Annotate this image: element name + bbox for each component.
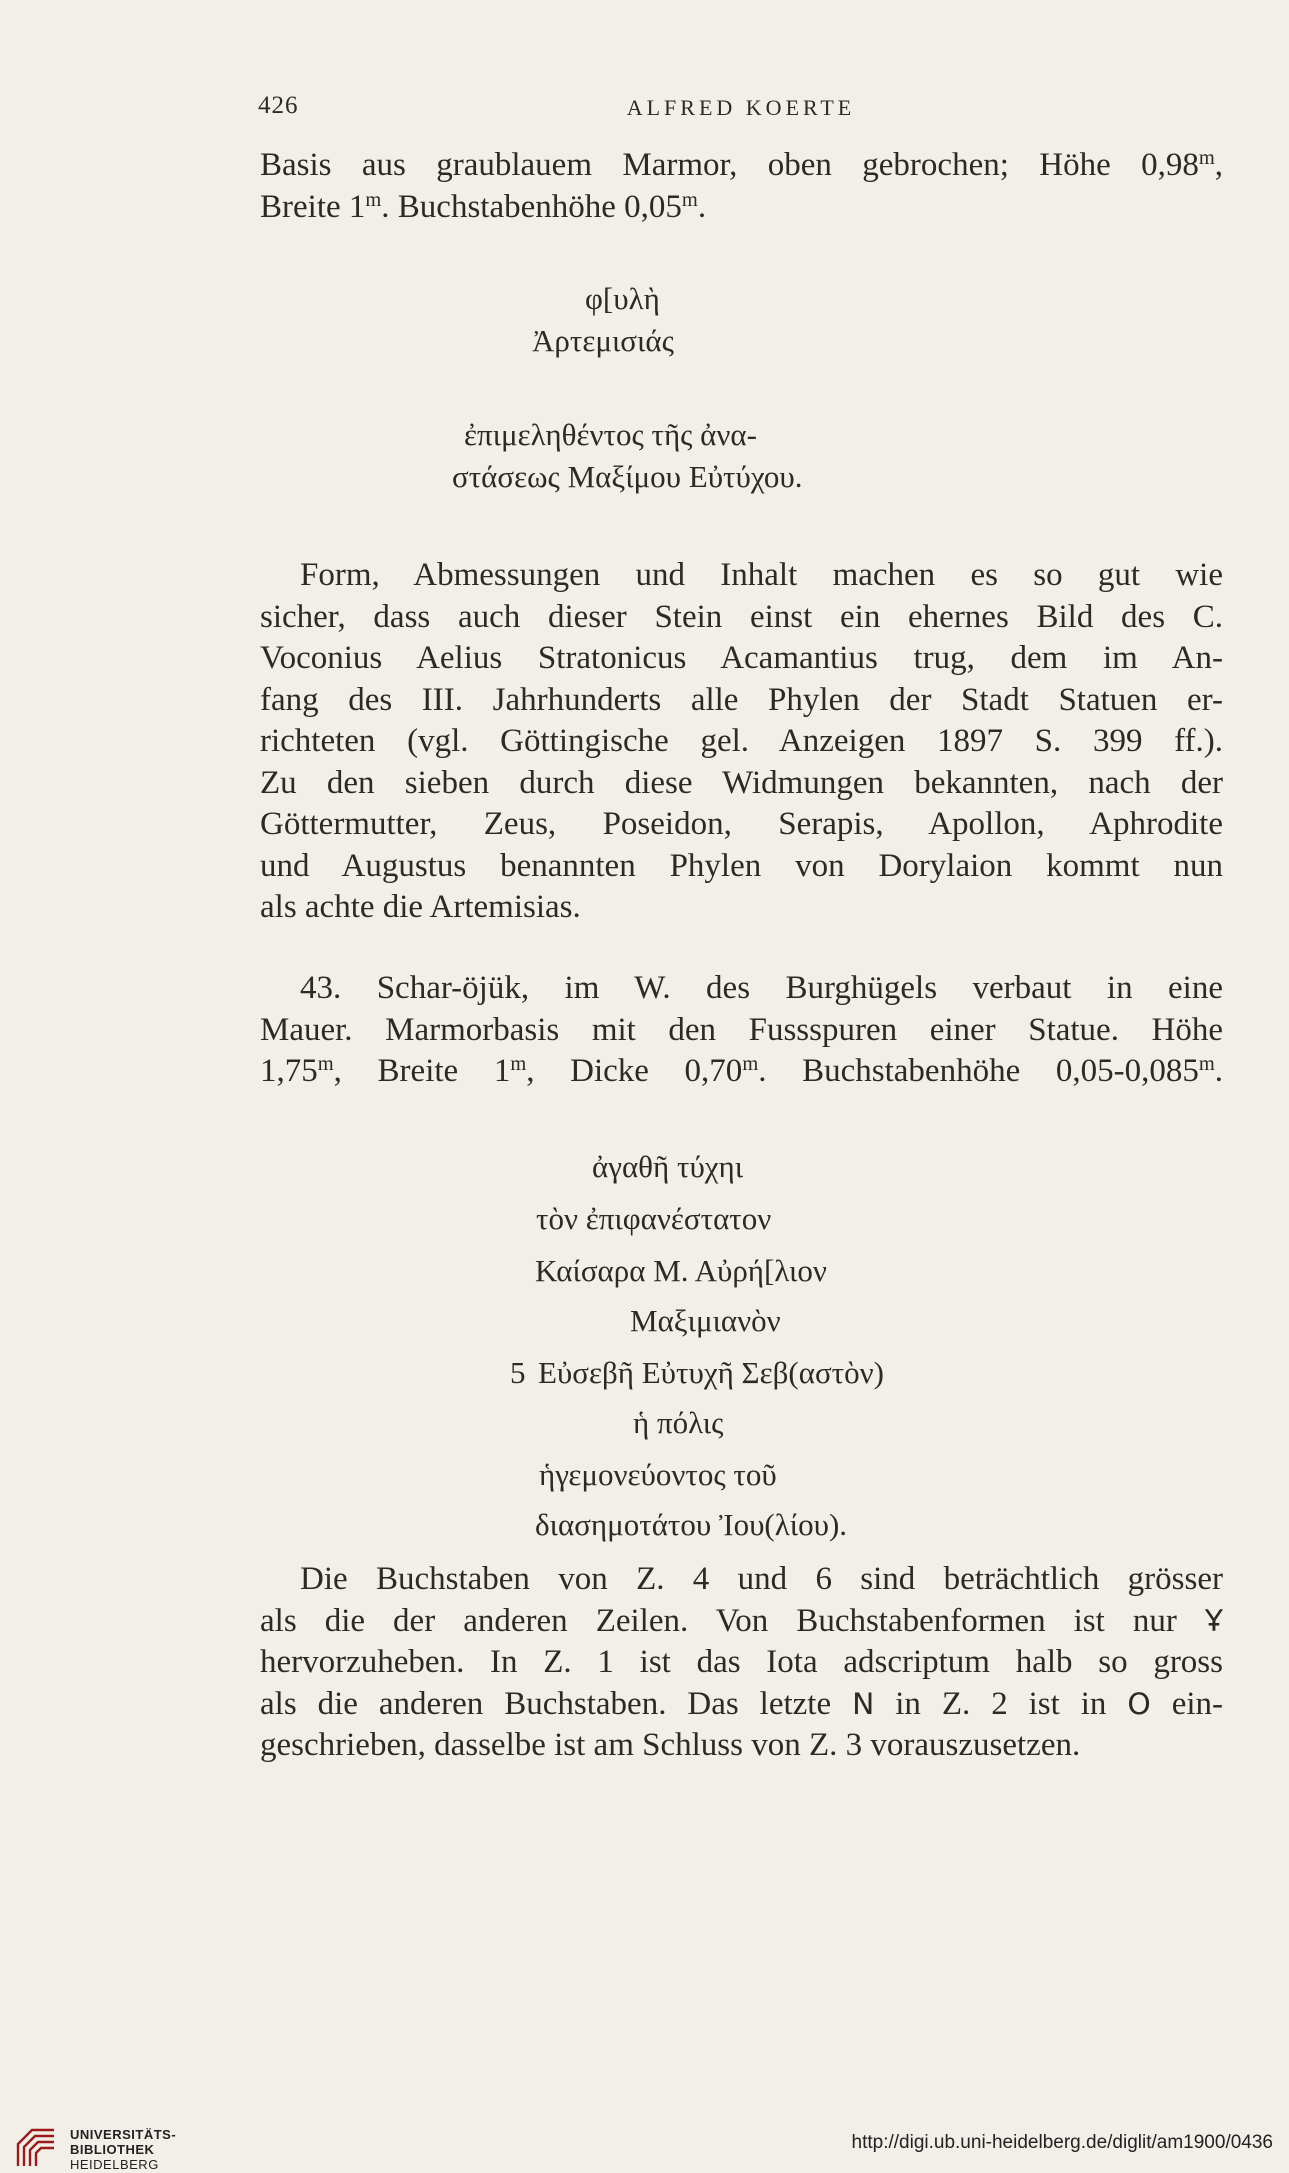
text-line: Die Buchstaben von Z. 4 und 6 sind beträchtlich grösser [300, 1561, 1223, 1597]
text-line: Mauer. Marmorbasis mit den Fussspuren einer Statue. Höhe [260, 1011, 1223, 1048]
text-line: geschrieben, dasselbe ist am Schluss von Z. 3 vorauszusetzen. [260, 1727, 1081, 1763]
paragraph-form [260, 555, 1223, 929]
letter-form-glyph: Ұ [1204, 1603, 1224, 1639]
inscription-line: Εὐσεβῆ Εὐτυχῆ Σεβ(αστὸν) [538, 1355, 884, 1390]
text-line: als achte die Artemisias. [260, 889, 581, 925]
text-line: 1,75$^m$, Breite 1$^m$, Dicke 0,70$^m$. Buchstabenhöhe 0,05-0,085$^m$. [260, 1052, 1223, 1089]
text-line: und Augustus benannten Phylen von Dorylaion kommt nun [260, 847, 1223, 884]
text-line: hervorzuheben. In Z. 1 ist das Iota adscriptum halb so gross [260, 1644, 1223, 1680]
library-logo-icon [14, 2126, 58, 2170]
running-head [258, 92, 1224, 132]
inscription-line: στάσεως Μαξίμου Εὐτύχου. [452, 459, 803, 494]
line-number: 5 [510, 1355, 526, 1390]
inscription-line: φ[υλὴ [585, 281, 660, 316]
letter-form-glyph: N [852, 1686, 875, 1722]
text-line: Göttermutter, Zeus, Poseidon, Serapis, Apollon, Aphrodite [260, 806, 1223, 842]
source-url-link[interactable]: http://digi.ub.uni-heidelberg.de/diglit/am1900/0436 [851, 2132, 1273, 2153]
running-head-author: ALFRED KOERTE [626, 95, 856, 120]
inscription-line: διασημοτάτου Ἰου(λίου). [535, 1507, 848, 1542]
page-number: 426 [258, 92, 299, 119]
text-line: richteten (vgl. Göttingische gel. Anzeigen 1897 S. 399 ff.). [260, 723, 1223, 759]
text-line: Basis aus graublauem Marmor, oben gebrochen; Höhe 0,98$^m$, [260, 146, 1223, 183]
inscription-line: ἡγεμονεύοντος τοῦ [539, 1457, 777, 1492]
text-line: als die anderen Buchstaben. Das letzte N in Z. 2 ist in O ein- [260, 1685, 1224, 1722]
library-name: UNIVERSITÄTS- BIBLIOTHEK HEIDELBERG [70, 2127, 177, 2172]
letter-form-glyph: O [1127, 1686, 1151, 1722]
text-line: fang des III. Jahrhunderts alle Phylen der Stadt Statuen er- [260, 681, 1223, 718]
text-line: Zu den sieben durch diese Widmungen bekannten, nach der [260, 764, 1223, 801]
inscription-line: Ἀρτεμισιάς [532, 323, 674, 358]
inscription-line: Καίσαρα Μ. Αὐρή[λιον [535, 1253, 827, 1288]
text-line: als die der anderen Zeilen. Von Buchstabenformen ist nur Ұ [260, 1602, 1224, 1639]
inscription-line: Μαξιμιανὸν [630, 1303, 781, 1338]
text-line: sicher, dass auch dieser Stein einst ein ehernes Bild des C. [260, 598, 1223, 635]
text-line: Voconius Aelius Stratonicus Acamantius trug, dem im An- [260, 640, 1223, 676]
inscription-line: τὸν ἐπιφανέστατον [536, 1201, 772, 1236]
inscription-line: ἡ πόλις [633, 1405, 724, 1440]
paragraph-basis [260, 145, 1223, 228]
inscription-line: ἀγαθῆ τύχηι [592, 1149, 744, 1184]
text-line: 43. Schar-öjük, im W. des Burghügels verbaut in eine [300, 970, 1223, 1006]
paragraph-43 [260, 968, 1223, 1093]
inscription-line: ἐπιμεληθέντος τῆς ἀνα- [464, 417, 758, 452]
text-line: Form, Abmessungen und Inhalt machen es so gut wie [300, 557, 1223, 593]
paragraph-buchstaben [260, 1559, 1223, 1767]
text-line: Breite 1$^m$. Buchstabenhöhe 0,05$^m$. [260, 188, 707, 225]
